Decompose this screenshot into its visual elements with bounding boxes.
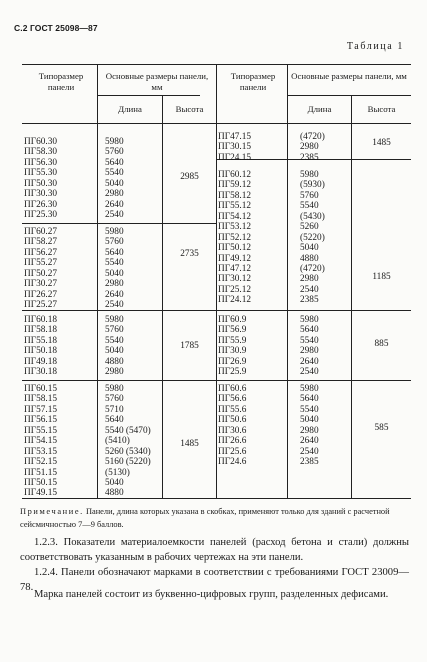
panel-type-cell-column bbox=[24, 137, 96, 221]
panel-type-cell: ПГ49.12 bbox=[218, 253, 252, 264]
panel-type-cell: ПГ54.15 bbox=[24, 436, 58, 447]
height-cell: 1485 bbox=[372, 138, 391, 148]
length-cell: (5130) bbox=[105, 467, 130, 478]
paragraph-1-2-4: 1.2.4. Панели обозначают марками в соответствии с требованиями ГОСТ 23009—78. bbox=[20, 567, 409, 593]
panel-type-cell: ПГ60.27 bbox=[24, 227, 58, 237]
length-cell: 5980 bbox=[300, 315, 319, 325]
height-cell: 2735 bbox=[180, 249, 199, 259]
length-cell: 5540 (5470) bbox=[105, 425, 151, 436]
panel-type-cell: ПГ55.15 bbox=[24, 425, 58, 436]
length-cell: 5040 bbox=[300, 415, 319, 426]
panel-type-cell: ПГ26.9 bbox=[218, 356, 247, 367]
length-cell: 5540 bbox=[105, 168, 124, 179]
length-cell: (5410) bbox=[105, 436, 130, 447]
length-cell: (5220) bbox=[300, 232, 325, 243]
length-cell: 2385 bbox=[300, 457, 319, 468]
panel-type-cell: ПГ30.15 bbox=[218, 142, 252, 153]
header-height: Высота bbox=[367, 104, 396, 114]
length-cell: (4720) bbox=[300, 132, 325, 142]
panel-type-cell: ПГ55.30 bbox=[24, 168, 58, 179]
panel-type-cell: ПГ53.12 bbox=[218, 222, 252, 233]
length-cell: 2980 bbox=[105, 279, 124, 290]
panel-type-cell: ПГ25.12 bbox=[218, 284, 252, 295]
length-cell: 2640 bbox=[105, 289, 124, 300]
header-main-dims: Основные размеры панели, мм bbox=[105, 71, 209, 92]
length-cell: 2540 bbox=[105, 300, 124, 311]
panel-type-cell: ПГ50.27 bbox=[24, 268, 58, 279]
panel-type-cell: ПГ30.9 bbox=[218, 346, 247, 357]
length-cell-column bbox=[105, 315, 161, 378]
length-cell: 5760 bbox=[105, 325, 124, 336]
table-rule bbox=[22, 380, 216, 381]
length-cell: 5540 bbox=[105, 258, 124, 269]
panel-type-cell-column bbox=[218, 384, 286, 468]
panel-type-cell: ПГ59.12 bbox=[218, 180, 252, 191]
header-panel-type: Типоразмер панели bbox=[38, 71, 84, 92]
panel-type-cell: ПГ50.12 bbox=[218, 243, 252, 254]
length-cell: 5640 bbox=[105, 247, 124, 258]
panel-type-cell: ПГ24.12 bbox=[218, 295, 252, 306]
panel-type-cell: ПГ30.6 bbox=[218, 425, 247, 436]
length-cell: 5710 bbox=[105, 404, 124, 415]
table-rule bbox=[22, 223, 216, 224]
paragraph-1-2-3: 1.2.3. Показатели материалоемкости панелей (расход бетона и стали) должны соответствовать указанным в рабочих чертежах на эти панели. bbox=[20, 537, 409, 563]
panel-type-cell: ПГ26.30 bbox=[24, 199, 58, 210]
panel-type-cell: ПГ60.18 bbox=[24, 315, 58, 325]
panel-type-cell: ПГ52.12 bbox=[218, 232, 252, 243]
table-rule bbox=[162, 95, 163, 498]
length-cell: 5040 bbox=[300, 243, 319, 254]
length-cell: 4880 bbox=[300, 253, 319, 264]
panel-type-cell: ПГ49.18 bbox=[24, 356, 58, 367]
length-cell: 5040 bbox=[105, 178, 124, 189]
length-cell: 5040 bbox=[105, 346, 124, 357]
panel-type-cell: ПГ25.9 bbox=[218, 367, 247, 378]
length-cell-column bbox=[300, 132, 350, 163]
length-cell: 5260 bbox=[300, 222, 319, 233]
panel-type-cell: ПГ58.18 bbox=[24, 325, 58, 336]
height-cell: 1185 bbox=[372, 272, 391, 282]
panel-type-cell: ПГ60.15 bbox=[24, 384, 58, 394]
panel-type-cell: ПГ24.6 bbox=[218, 457, 247, 468]
panel-type-cell: ПГ30.27 bbox=[24, 279, 58, 290]
panel-type-cell: ПГ55.6 bbox=[218, 404, 247, 415]
panel-type-cell: ПГ50.6 bbox=[218, 415, 247, 426]
length-cell: 5540 bbox=[300, 404, 319, 415]
panel-type-cell: ПГ56.27 bbox=[24, 247, 58, 258]
length-cell: 5040 bbox=[105, 477, 124, 488]
table-rule bbox=[216, 310, 411, 311]
panel-type-cell-column bbox=[218, 132, 286, 163]
table-rule bbox=[97, 95, 200, 96]
panel-type-cell: ПГ55.9 bbox=[218, 335, 247, 346]
table-title: Таблица 1 bbox=[346, 41, 404, 52]
length-cell: (4720) bbox=[300, 263, 325, 274]
length-cell: 2640 bbox=[300, 356, 319, 367]
panel-type-cell: ПГ54.12 bbox=[218, 211, 252, 222]
length-cell-column bbox=[105, 384, 161, 499]
header-height: Высота bbox=[175, 104, 204, 114]
panel-type-cell: ПГ51.15 bbox=[24, 467, 58, 478]
panel-type-cell: ПГ50.18 bbox=[24, 346, 58, 357]
panel-type-cell: ПГ47.12 bbox=[218, 263, 252, 274]
length-cell: 4880 bbox=[105, 488, 124, 499]
table-rule bbox=[216, 64, 217, 498]
length-cell: 5980 bbox=[105, 137, 124, 147]
panel-type-cell-column bbox=[24, 384, 96, 499]
note-text: Панели, длина которых указана в скобках, применяют только для зданий с расчетной сейсмичностью 7—9 баллов. bbox=[20, 507, 390, 529]
length-cell: 5760 bbox=[300, 190, 319, 201]
length-cell-column bbox=[300, 384, 350, 468]
length-cell: 5760 bbox=[105, 394, 124, 405]
height-cell: 585 bbox=[374, 423, 389, 433]
length-cell: 5540 bbox=[300, 335, 319, 346]
note-label: Примечание. bbox=[20, 507, 84, 516]
panel-type-cell: ПГ30.12 bbox=[218, 274, 252, 285]
panel-type-cell: ПГ25.27 bbox=[24, 300, 58, 311]
table-rule bbox=[97, 64, 98, 498]
length-cell: 5760 bbox=[105, 237, 124, 248]
length-cell: 5980 bbox=[105, 227, 124, 237]
length-cell: (5430) bbox=[300, 211, 325, 222]
table-rule bbox=[287, 95, 411, 96]
length-cell: 5260 (5340) bbox=[105, 446, 151, 457]
panel-type-cell: ПГ60.30 bbox=[24, 137, 58, 147]
panel-type-cell: ПГ24.15 bbox=[218, 152, 252, 163]
length-cell: (5930) bbox=[300, 180, 325, 191]
panel-type-cell: ПГ52.15 bbox=[24, 457, 58, 468]
length-cell-column bbox=[105, 137, 161, 221]
panel-type-cell: ПГ60.12 bbox=[218, 170, 252, 180]
length-cell-column bbox=[300, 170, 350, 306]
length-cell: 2540 bbox=[300, 446, 319, 457]
length-cell: 5640 bbox=[300, 325, 319, 336]
panel-type-cell: ПГ30.30 bbox=[24, 189, 58, 200]
length-cell: 2980 bbox=[300, 346, 319, 357]
panel-type-cell: ПГ60.6 bbox=[218, 384, 247, 394]
panel-type-cell: ПГ26.27 bbox=[24, 289, 58, 300]
panel-type-cell: ПГ56.9 bbox=[218, 325, 247, 336]
table-rule bbox=[216, 380, 411, 381]
header-length: Длина bbox=[118, 104, 142, 114]
length-cell: 5640 bbox=[105, 157, 124, 168]
length-cell: 2980 bbox=[300, 425, 319, 436]
panel-type-cell: ПГ57.15 bbox=[24, 404, 58, 415]
panel-type-cell: ПГ60.9 bbox=[218, 315, 247, 325]
length-cell: 5640 bbox=[300, 394, 319, 405]
panel-type-cell: ПГ56.15 bbox=[24, 415, 58, 426]
length-cell: 5980 bbox=[300, 384, 319, 394]
length-cell: 2540 bbox=[300, 367, 319, 378]
height-cell: 885 bbox=[374, 339, 389, 349]
length-cell: 2640 bbox=[300, 436, 319, 447]
height-cell: 2985 bbox=[180, 172, 199, 182]
length-cell: 2540 bbox=[300, 284, 319, 295]
length-cell: 5540 bbox=[105, 335, 124, 346]
panel-type-cell: ПГ58.15 bbox=[24, 394, 58, 405]
length-cell: 2980 bbox=[105, 367, 124, 378]
page-header: С.2 ГОСТ 25098—87 bbox=[14, 23, 98, 33]
panel-type-cell: ПГ58.12 bbox=[218, 190, 252, 201]
panel-type-cell: ПГ25.30 bbox=[24, 210, 58, 221]
length-cell: 5160 (5220) bbox=[105, 457, 151, 468]
table-rule bbox=[351, 95, 352, 498]
panel-type-cell: ПГ49.15 bbox=[24, 488, 58, 499]
height-cell: 1485 bbox=[180, 439, 199, 449]
table-rule bbox=[287, 64, 288, 498]
panel-type-cell: ПГ26.6 bbox=[218, 436, 247, 447]
length-cell: 2980 bbox=[105, 189, 124, 200]
header-main-dims: Основные размеры панели, мм bbox=[291, 71, 407, 81]
panel-dimensions-table bbox=[22, 64, 411, 499]
length-cell: 2385 bbox=[300, 152, 319, 163]
panel-type-cell-column bbox=[218, 170, 286, 306]
length-cell: 5980 bbox=[300, 170, 319, 180]
panel-type-cell: ПГ30.18 bbox=[24, 367, 58, 378]
length-cell-column bbox=[105, 227, 161, 311]
length-cell: 2385 bbox=[300, 295, 319, 306]
panel-type-cell: ПГ50.30 bbox=[24, 178, 58, 189]
length-cell: 2540 bbox=[105, 210, 124, 221]
length-cell: 2640 bbox=[105, 199, 124, 210]
length-cell: 2980 bbox=[300, 142, 319, 153]
table-note bbox=[20, 506, 408, 531]
length-cell: 2980 bbox=[300, 274, 319, 285]
panel-type-cell-column bbox=[24, 227, 96, 311]
panel-type-cell: ПГ25.6 bbox=[218, 446, 247, 457]
length-cell: 5980 bbox=[105, 315, 124, 325]
panel-type-cell: ПГ55.12 bbox=[218, 201, 252, 212]
length-cell-column bbox=[300, 315, 350, 378]
panel-type-cell: ПГ56.6 bbox=[218, 394, 247, 405]
panel-type-cell: ПГ47.15 bbox=[218, 132, 252, 142]
panel-type-cell: ПГ55.27 bbox=[24, 258, 58, 269]
panel-type-cell: ПГ56.30 bbox=[24, 157, 58, 168]
length-cell: 5540 bbox=[300, 201, 319, 212]
length-cell: 5040 bbox=[105, 268, 124, 279]
panel-type-cell: ПГ55.18 bbox=[24, 335, 58, 346]
panel-type-cell: ПГ53.15 bbox=[24, 446, 58, 457]
panel-type-cell: ПГ50.15 bbox=[24, 477, 58, 488]
length-cell: 5980 bbox=[105, 384, 124, 394]
panel-type-cell-column bbox=[24, 315, 96, 378]
panel-type-cell-column bbox=[218, 315, 286, 378]
length-cell: 5640 bbox=[105, 415, 124, 426]
length-cell: 5760 bbox=[105, 147, 124, 158]
height-cell: 1785 bbox=[180, 341, 199, 351]
header-panel-type: Типоразмер панели bbox=[230, 71, 276, 92]
header-length: Длина bbox=[307, 104, 332, 114]
length-cell: 4880 bbox=[105, 356, 124, 367]
paragraph-mark-structure: Марка панелей состоит из буквенно-цифровых групп, разделенных дефисами. bbox=[34, 589, 389, 600]
panel-type-cell: ПГ58.30 bbox=[24, 147, 58, 158]
panel-type-cell: ПГ58.27 bbox=[24, 237, 58, 248]
